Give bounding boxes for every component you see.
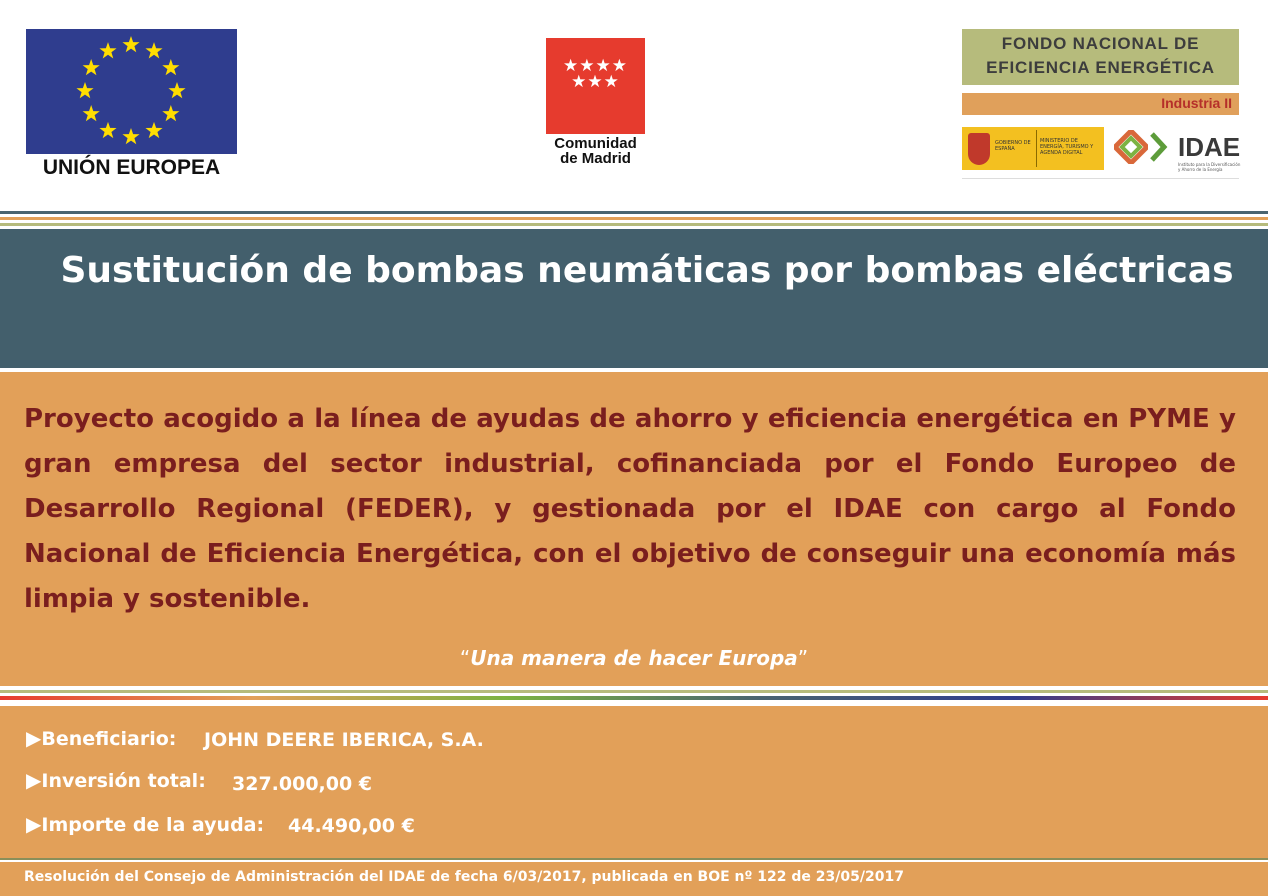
inversion-row [26,768,206,792]
eu-star [145,122,162,138]
madrid-label-line1: Comunidad [554,135,637,152]
project-description: Proyecto acogido a la línea de ayudas de ahorro y eficiencia energética en PYME y gran empresa del sector industrial, cofinanciada por el Fondo Europeo de Desarrollo Regional (FEDER), y gestionada por el IDAE con cargo al Fondo Nacional de Eficiencia Energética, con el objetivo de conseguir una economía más limpia y sostenible. [24,404,1236,614]
ministry-divider [1036,130,1037,167]
madrid-label-line2: de Madrid [560,150,631,167]
bullet-arrow-icon: ▶ [26,726,42,750]
eu-label: UNIÓN EUROPEA [42,156,221,179]
stripe-orange [0,217,1268,220]
stripe-green [0,223,1268,226]
fund-title-line2: EFICIENCIA ENERGÉTICA [986,58,1215,77]
inversion-value: 327.000,00 € [232,773,373,795]
eu-star [122,36,139,52]
eu-star [122,128,139,144]
footer-resolution: Resolución del Consejo de Administración del IDAE de fecha 6/03/2017, publicada en BOE nº 122 de 23/05/2017 [24,869,904,885]
gobierno-label: GOBIERNO DE ESPAÑA [995,140,1031,152]
eu-star [99,42,116,58]
eu-star [162,59,179,75]
eu-flag [26,29,237,154]
beneficiario-label: Beneficiario: [41,728,177,750]
page-title: Sustitución de bombas neumáticas por bombas eléctricas [60,250,1234,291]
motto-text: Una manera de hacer Europa [470,646,798,670]
stripe-green-2 [0,690,1268,693]
eu-star [83,105,100,121]
importe-row [26,812,264,836]
eu-star [168,82,185,98]
madrid-label [532,136,659,166]
motto: “Una manera de hacer Europa” [459,646,809,670]
idae-subtitle: Instituto para la Diversificación y Ahorro de la Energía [1178,162,1241,172]
industria-label: Industria II [1161,95,1232,111]
fund-title-line1: FONDO NACIONAL DE [1001,34,1200,53]
idae-chevron-icon [1150,130,1172,164]
ministerio-label: MINISTERIO DE ENERGÍA, TURISMO Y AGENDA DIGITAL [1040,138,1094,156]
eu-star [145,42,162,58]
madrid-stars-icon: ★★★★ ★★★ [563,56,628,92]
bullet-arrow-icon: ▶ [26,812,42,836]
eu-star [76,82,93,98]
idae-mark-icon [1114,130,1148,164]
idae-label: IDAE [1178,132,1241,162]
beneficiario-row [26,726,176,750]
importe-label: Importe de la ayuda: [41,814,265,836]
bullet-arrow-icon: ▶ [26,768,42,792]
stripe-multicolor [0,696,1268,700]
coat-of-arms-icon [968,133,990,165]
footer-divider [0,858,1268,860]
stripe-teal [0,211,1268,214]
importe-value: 44.490,00 € [288,815,415,837]
logo-divider [962,178,1239,179]
idae-mark-extension [1150,130,1172,164]
beneficiario-value: JOHN DEERE IBERICA, S.A. [204,729,484,751]
eu-star [162,105,179,121]
eu-star [83,59,100,75]
eu-stars-icon [26,29,237,154]
inversion-label: Inversión total: [41,770,206,792]
eu-star [99,122,116,138]
